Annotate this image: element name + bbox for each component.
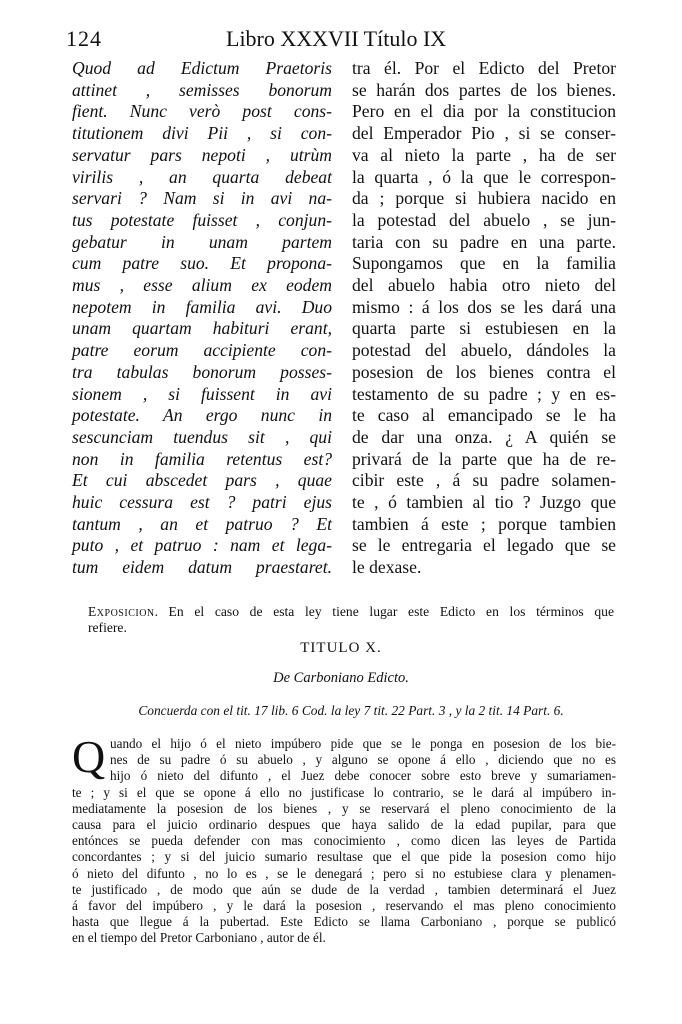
latin-line: tus potestate fuisset , conjun-	[72, 209, 332, 230]
latin-line: tum eidem datum praestaret.	[72, 557, 332, 578]
spanish-line: taria con su padre en una parte.	[352, 231, 616, 252]
latin-line: Et cui abscedet pars , quae	[72, 470, 332, 491]
spanish-line: testamento de su padre ; y en es-	[352, 383, 616, 404]
body-paragraph	[72, 731, 616, 947]
section-subtitle: De Carboniano Edicto.	[273, 670, 409, 686]
latin-line: mus , esse alium ex eodem	[72, 275, 332, 296]
latin-line: unam quartam habituri erant,	[72, 318, 332, 339]
latin-line: virilis , an quarta debeat	[72, 166, 332, 187]
latin-line: titutionem divi Pii , si con-	[72, 123, 332, 144]
latin-line: huic cessura est ? patri ejus	[72, 492, 332, 513]
spanish-line: se harán dos partes de los bienes.	[352, 79, 616, 100]
page-header	[66, 26, 622, 54]
spanish-line: la quarta , ó la que le correspon-	[352, 166, 616, 187]
latin-line: cum patre suo. Et propona-	[72, 253, 332, 274]
latin-line: tantum , an et patruo ? Et	[72, 513, 332, 534]
spanish-column	[352, 58, 616, 579]
spanish-line: tra él. Por el Edicto del Pretor	[352, 58, 616, 78]
body-line: hijo ó nieto del difunto , el Juez debe conocer sobre esto breve y sumariamen-	[110, 768, 616, 784]
spanish-line: Supongamos que en la familia	[352, 253, 616, 274]
spanish-line: posesion de los bienes contra el	[352, 361, 616, 382]
latin-line: patre eorum accipiente con-	[72, 340, 332, 361]
body-line: á favor del impúbero , y le dará la posesion , reservando el mas pleno conocimiento	[72, 898, 616, 914]
section-title: TITULO X.	[300, 640, 382, 656]
page-number: 124	[66, 26, 102, 51]
concordance-line: Concuerda con el tit. 17 lib. 6 Cod. la ley 7 tit. 22 Part. 3 , y la 2 tit. 14 Part. 6.	[138, 703, 564, 718]
body-line: nes de su padre ó su abuelo , y alguno se opone á ello , diciendo que no es	[110, 752, 616, 768]
body-line: en el tiempo del Pretor Carboniano , autor de él.	[72, 930, 326, 946]
spanish-line: Pero en el dia por la constitucion	[352, 101, 616, 122]
spanish-line: tambien á este ; porque tambien	[352, 513, 616, 534]
spanish-line: va al nieto la parte , ha de ser	[352, 144, 616, 165]
body-line: concordantes ; y si del juicio sumario resultase que el que pide la posesion como hijo	[72, 849, 616, 865]
latin-line: tra tabulas bonorum posses-	[72, 361, 332, 382]
latin-line: gebatur in unam partem	[72, 231, 332, 252]
spanish-line: te , ó tambien al tio ? Juzgo que	[352, 492, 616, 513]
latin-line: sescunciam tuendus sit , qui	[72, 426, 332, 447]
body-line: uando el hijo ó el nieto impúbero pide que se le ponga en posesion de los bie-	[110, 736, 616, 751]
latin-line: nepotem in familia avi. Duo	[72, 296, 332, 317]
exposicion-note	[88, 604, 614, 636]
spanish-line: del abuelo habia otro nieto del	[352, 275, 616, 296]
latin-column	[72, 58, 332, 579]
spanish-line: potestad del abuelo, dándoles la	[352, 340, 616, 361]
body-line: hasta que llegue á la pubertad. Este Edicto se llama Carboniano , porque se publicó	[72, 914, 616, 930]
spanish-line: cibir este , á su padre solamen-	[352, 470, 616, 491]
body-line: mediatamente la posesion de los bienes , y se reservará el pleno conocimiento de la	[72, 800, 616, 816]
body-line: ó nieto del difunto , no lo es , se le denegará ; pero si no estubiese clara y plenamen-	[72, 865, 616, 881]
latin-line: attinet , semisses bonorum	[72, 79, 332, 100]
latin-line: Quod ad Edictum Praetoris	[72, 58, 332, 78]
exposicion-text-2: refiere.	[88, 620, 127, 635]
exposicion-text-1: En el caso de esta ley tiene lugar este Edicto en los términos que	[168, 604, 614, 619]
running-head: Libro XXXVII Título IX	[226, 26, 447, 51]
spanish-line: le dexase.	[352, 557, 422, 578]
latin-line: fient. Nunc verò post cons-	[72, 101, 332, 122]
exposicion-line-1	[88, 604, 614, 620]
body-line: causa para el juicio ordinario despues que haya salido de la edad pupilar, para que	[72, 817, 616, 833]
spanish-line: quarta parte si estubiesen en la	[352, 318, 616, 339]
spanish-line: privará de la parte que ha de re-	[352, 448, 616, 469]
latin-line: potestate. An ergo nunc in	[72, 405, 332, 426]
spanish-line: la potestad del abuelo , se jun-	[352, 209, 616, 230]
latin-line: servari ? Nam si in avi na-	[72, 188, 332, 209]
exposicion-label: Exposicion.	[88, 604, 159, 619]
spanish-line: se le entregaria el legado que se	[352, 535, 616, 556]
latin-line: non in familia retentus est?	[72, 448, 332, 469]
drop-cap: Q	[72, 731, 106, 782]
spanish-line: mismo : á los dos se les dará una	[352, 296, 616, 317]
spanish-line: da ; porque si hubiera nacido en	[352, 188, 616, 209]
body-line: te justificado , de modo que aún se dude de la verdad , tambien determinará el Juez	[72, 881, 616, 897]
spanish-line: te caso al emancipado se le ha	[352, 405, 616, 426]
latin-line: puto , et patruo : nam et lega-	[72, 535, 332, 556]
latin-line: servatur pars nepoti , utrùm	[72, 144, 332, 165]
body-line: te ; y si el que se opone á ello no justificase lo contrario, se le dará al impúbero in-	[72, 784, 616, 800]
spanish-line: del Emperador Pio , si se conser-	[352, 123, 616, 144]
latin-line: sionem , si fuissent in avi	[72, 383, 332, 404]
body-line: entónces se pueda defender con mas conocimiento , como dicen las leyes de Partida	[72, 833, 616, 849]
spanish-line: de dar una onza. ¿ A quién se	[352, 426, 616, 447]
